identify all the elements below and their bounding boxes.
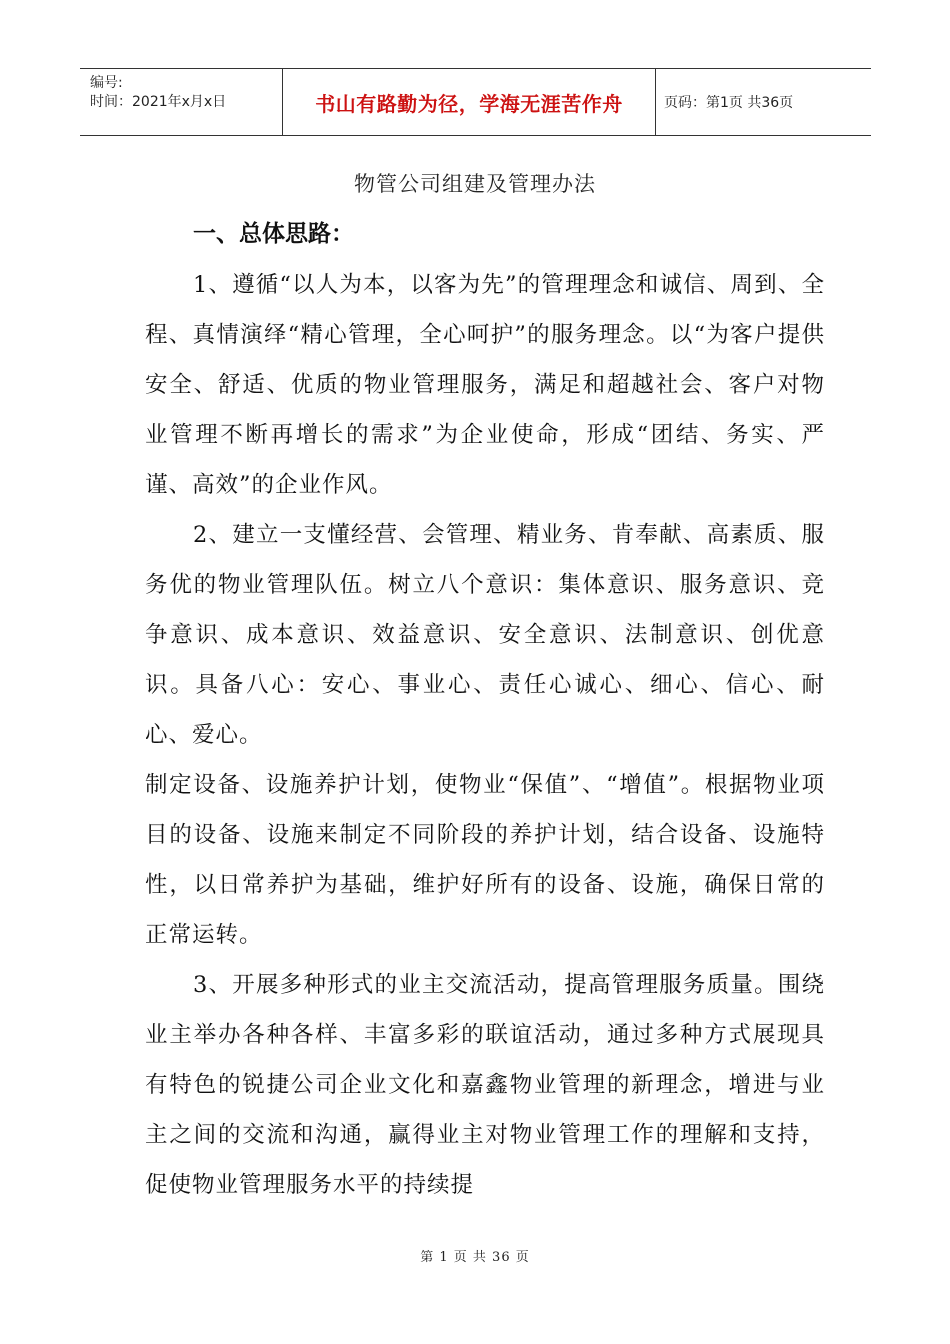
paragraph-2: 2、建立一支懂经营、会管理、精业务、肯奉献、高素质、服务优的物业管理队伍。树立八个意识：集体意识、服务意识、竞争意识、成本意识、效益意识、安全意识、法制意识、创优意识。具备八心：安心、事业心、责任心诚心、细心、信心、耐心、爱心。 [145,522,825,748]
paragraph-3: 制定设备、设施养护计划，使物业“保值”、“增值”。根据物业项目的设备、设施来制定不同阶段的养护计划，结合设备、设施特性，以日常养护为基础，维护好所有的设备、设施，确保日常的正常运转。 [145,772,825,948]
document-time-label: 时间：2021年x月x日 [90,94,227,110]
document-number-label: 编号: [90,75,123,91]
paragraph-4: 3、开展多种形式的业主交流活动，提高管理服务质量。围绕业主举办各种各样、丰富多彩的联谊活动，通过多种方式展现具有特色的锐捷公司企业文化和嘉鑫物业管理的新理念，增进与业主之间的交流和沟通，赢得业主对物业管理工作的理解和支持，促使物业管理服务水平的持续提 [145,972,825,1198]
document-body [145,260,825,1210]
header-meta [80,69,282,135]
document-header [80,68,871,136]
page-footer: 第 1 页 共 36 页 [420,1250,530,1265]
section-heading: 一、总体思路： [193,221,354,247]
document-title: 物管公司组建及管理办法 [354,172,596,196]
paragraph-1: 1、遵循“以人为本，以客为先”的管理理念和诚信、周到、全程、真情演绎“精心管理，全心呵护”的服务理念。以“为客户提供安全、舒适、优质的物业管理服务，满足和超越社会、客户对物业管理不断再增长的需求”为企业使命，形成“团结、务实、严谨、高效”的企业作风。 [145,272,825,498]
header-page-info: 页码：第1页 共36页 [664,95,794,111]
header-motto: 书山有路勤为径，学海无涯苦作舟 [282,69,656,135]
